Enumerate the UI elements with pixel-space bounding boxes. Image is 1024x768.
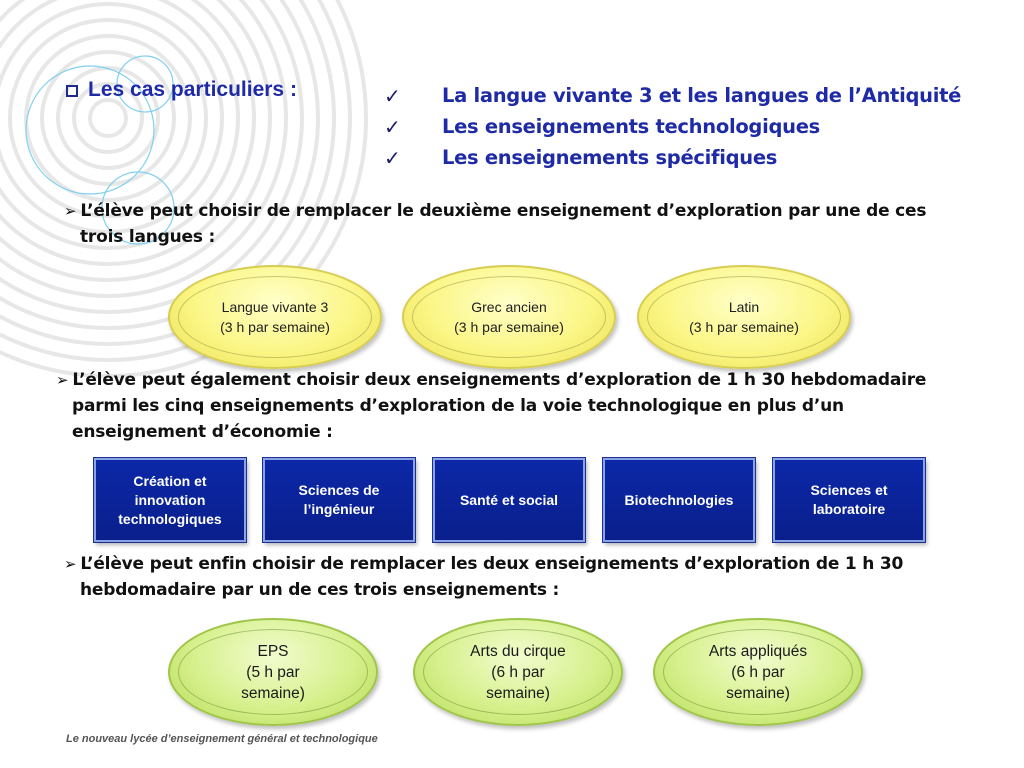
- check-item-label: Les enseignements technologiques: [442, 115, 820, 138]
- option-oval-langue-vivante: [168, 265, 382, 369]
- option-oval-arts-appliques: [653, 618, 863, 726]
- check-item: [384, 80, 961, 111]
- box-creation-innovation: [94, 458, 246, 542]
- box-sciences-laboratoire: [773, 458, 925, 542]
- oval-line1: Latin: [728, 299, 760, 315]
- box-line2: laboratoire: [812, 501, 886, 517]
- oval-line2: (6 h par: [491, 663, 545, 681]
- option-oval-arts-cirque: [413, 618, 623, 726]
- box-line3: technologiques: [118, 510, 222, 527]
- section3-paragraph: [64, 551, 903, 603]
- box-line2: l’ingénieur: [303, 501, 375, 517]
- checkmark-icon: ✓: [384, 145, 401, 170]
- arrow-bullet-icon: ➢: [64, 555, 77, 573]
- section2-line1: L’élève peut également choisir deux enseignements d’exploration de 1 h 30 hebdomadaire: [72, 370, 927, 390]
- box-biotechnologies: [603, 458, 755, 542]
- section2-line2: parmi les cinq enseignements d’exploration de la voie technologique en plus d’un: [72, 396, 844, 416]
- section2-line3: enseignement d’économie :: [72, 422, 333, 442]
- check-item-label: Les enseignements spécifiques: [442, 146, 778, 169]
- section1-line2: trois langues :: [80, 227, 216, 247]
- box-sante-social: [433, 458, 585, 542]
- oval-line1: EPS: [257, 642, 289, 660]
- oval-line3: semaine): [486, 684, 550, 702]
- section2-paragraph: [56, 367, 926, 445]
- check-item: [384, 111, 961, 142]
- box-line1: Création et: [133, 472, 207, 489]
- oval-line1: Grec ancien: [471, 299, 547, 315]
- section1-paragraph: [64, 198, 926, 250]
- checkbox-bullet-icon: [66, 85, 78, 97]
- check-list: [384, 80, 961, 173]
- checkmark-icon: ✓: [384, 83, 401, 108]
- oval-line2: (3 h par semaine): [689, 319, 799, 335]
- box-line1: Santé et social: [459, 491, 559, 508]
- box-sciences-ingenieur: [263, 458, 415, 542]
- arrow-bullet-icon: ➢: [64, 202, 77, 220]
- oval-line3: semaine): [241, 684, 305, 702]
- page-title: Les cas particuliers :: [88, 78, 297, 101]
- oval-line3: semaine): [726, 684, 790, 702]
- option-oval-eps: [168, 618, 378, 726]
- check-item-label: La langue vivante 3 et les langues de l’Antiquité: [442, 84, 962, 107]
- option-oval-grec-ancien: [402, 265, 616, 369]
- box-line1: Biotechnologies: [624, 491, 734, 508]
- footer-text: Le nouveau lycée d’enseignement général et technologique: [66, 733, 378, 745]
- oval-line2: (5 h par: [246, 663, 300, 681]
- oval-line1: Arts du cirque: [470, 642, 566, 660]
- box-line1: Sciences de: [298, 482, 380, 498]
- section3-line1: L’élève peut enfin choisir de remplacer les deux enseignements d’exploration de 1 h 30: [80, 554, 904, 574]
- oval-line2: (3 h par semaine): [454, 319, 564, 335]
- box-line1: Sciences et: [810, 482, 888, 498]
- oval-line2: (6 h par: [731, 663, 785, 681]
- oval-line2: (3 h par semaine): [220, 319, 330, 335]
- box-line2: innovation: [134, 491, 206, 508]
- check-item: [384, 142, 961, 173]
- arrow-bullet-icon: ➢: [56, 371, 69, 389]
- option-oval-latin: [637, 265, 851, 369]
- oval-line1: Langue vivante 3: [221, 299, 329, 315]
- section3-line2: hebdomadaire par un de ces trois enseignements :: [80, 580, 560, 600]
- checkmark-icon: ✓: [384, 114, 401, 139]
- section1-line1: L’élève peut choisir de remplacer le deuxième enseignement d’exploration par une de ces: [80, 201, 927, 221]
- title-row: [66, 78, 297, 102]
- oval-line1: Arts appliqués: [708, 642, 808, 660]
